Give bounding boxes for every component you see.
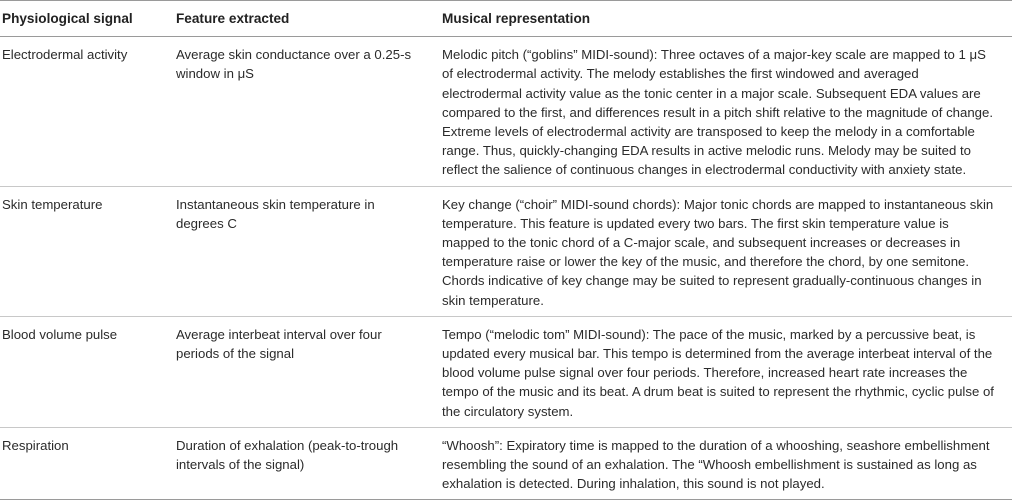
signal-cell: Respiration (0, 427, 176, 500)
header-musical-representation: Musical representation (442, 1, 1012, 37)
table-row (0, 427, 1012, 500)
table-header (0, 1, 1012, 37)
feature-cell: Average skin conductance over a 0.25-s window in μS (176, 37, 442, 186)
header-physiological-signal: Physiological signal (0, 1, 176, 37)
header-feature-extracted: Feature extracted (176, 1, 442, 37)
signal-cell: Electrodermal activity (0, 37, 176, 186)
table-row (0, 186, 1012, 316)
signal-cell: Skin temperature (0, 186, 176, 316)
feature-cell: Instantaneous skin temperature in degrees C (176, 186, 442, 316)
signal-cell: Blood volume pulse (0, 316, 176, 427)
header-row (0, 1, 1012, 37)
table-row (0, 316, 1012, 427)
representation-cell: Key change (“choir” MIDI-sound chords): Major tonic chords are mapped to instantaneous skin temperature. This feature is updated every two bars. The first skin temperature value is mapped to the tonic chord of a C-major scale, and subsequent increases or decreases in temperature raise or lower the key of the music, and therefore the chord, by one semitone. Chords indicative of key change may be suited to represent gradually-continuous changes in skin temperature. (442, 186, 1012, 316)
representation-cell: Melodic pitch (“goblins” MIDI-sound): Three octaves of a major-key scale are mapped to 1 μS of electrodermal activity. The melody establishes the first windowed and averaged electrodermal activity value as the tonic center in a major scale. Subsequent EDA values are compared to the first, and differences result in a pitch shift relative to the magnitude of change. Extreme levels of electrodermal activity are transposed to keep the melody in a comfortable range. Thus, quickly-changing EDA results in active melodic runs. Melody may be suited to reflect the salience of continuous changes in electrodermal conductivity with anxiety state. (442, 37, 1012, 186)
table-row (0, 37, 1012, 186)
table-body (0, 37, 1012, 500)
feature-cell: Duration of exhalation (peak-to-trough intervals of the signal) (176, 427, 442, 500)
feature-cell: Average interbeat interval over four periods of the signal (176, 316, 442, 427)
representation-cell: Tempo (“melodic tom” MIDI-sound): The pace of the music, marked by a percussive beat, is updated every musical bar. This tempo is determined from the average interbeat interval of the blood volume pulse signal over four periods. Therefore, increased heart rate increases the tempo of the music and its beat. A drum beat is suited to represent the rhythmic, cyclic pulse of the circulatory system. (442, 316, 1012, 427)
representation-cell: “Whoosh”: Expiratory time is mapped to the duration of a whooshing, seashore embellishment resembling the sound of an exhalation. The “Whoosh embellishment is sustained as long as exhalation is detected. During inhalation, this sound is not played. (442, 427, 1012, 500)
